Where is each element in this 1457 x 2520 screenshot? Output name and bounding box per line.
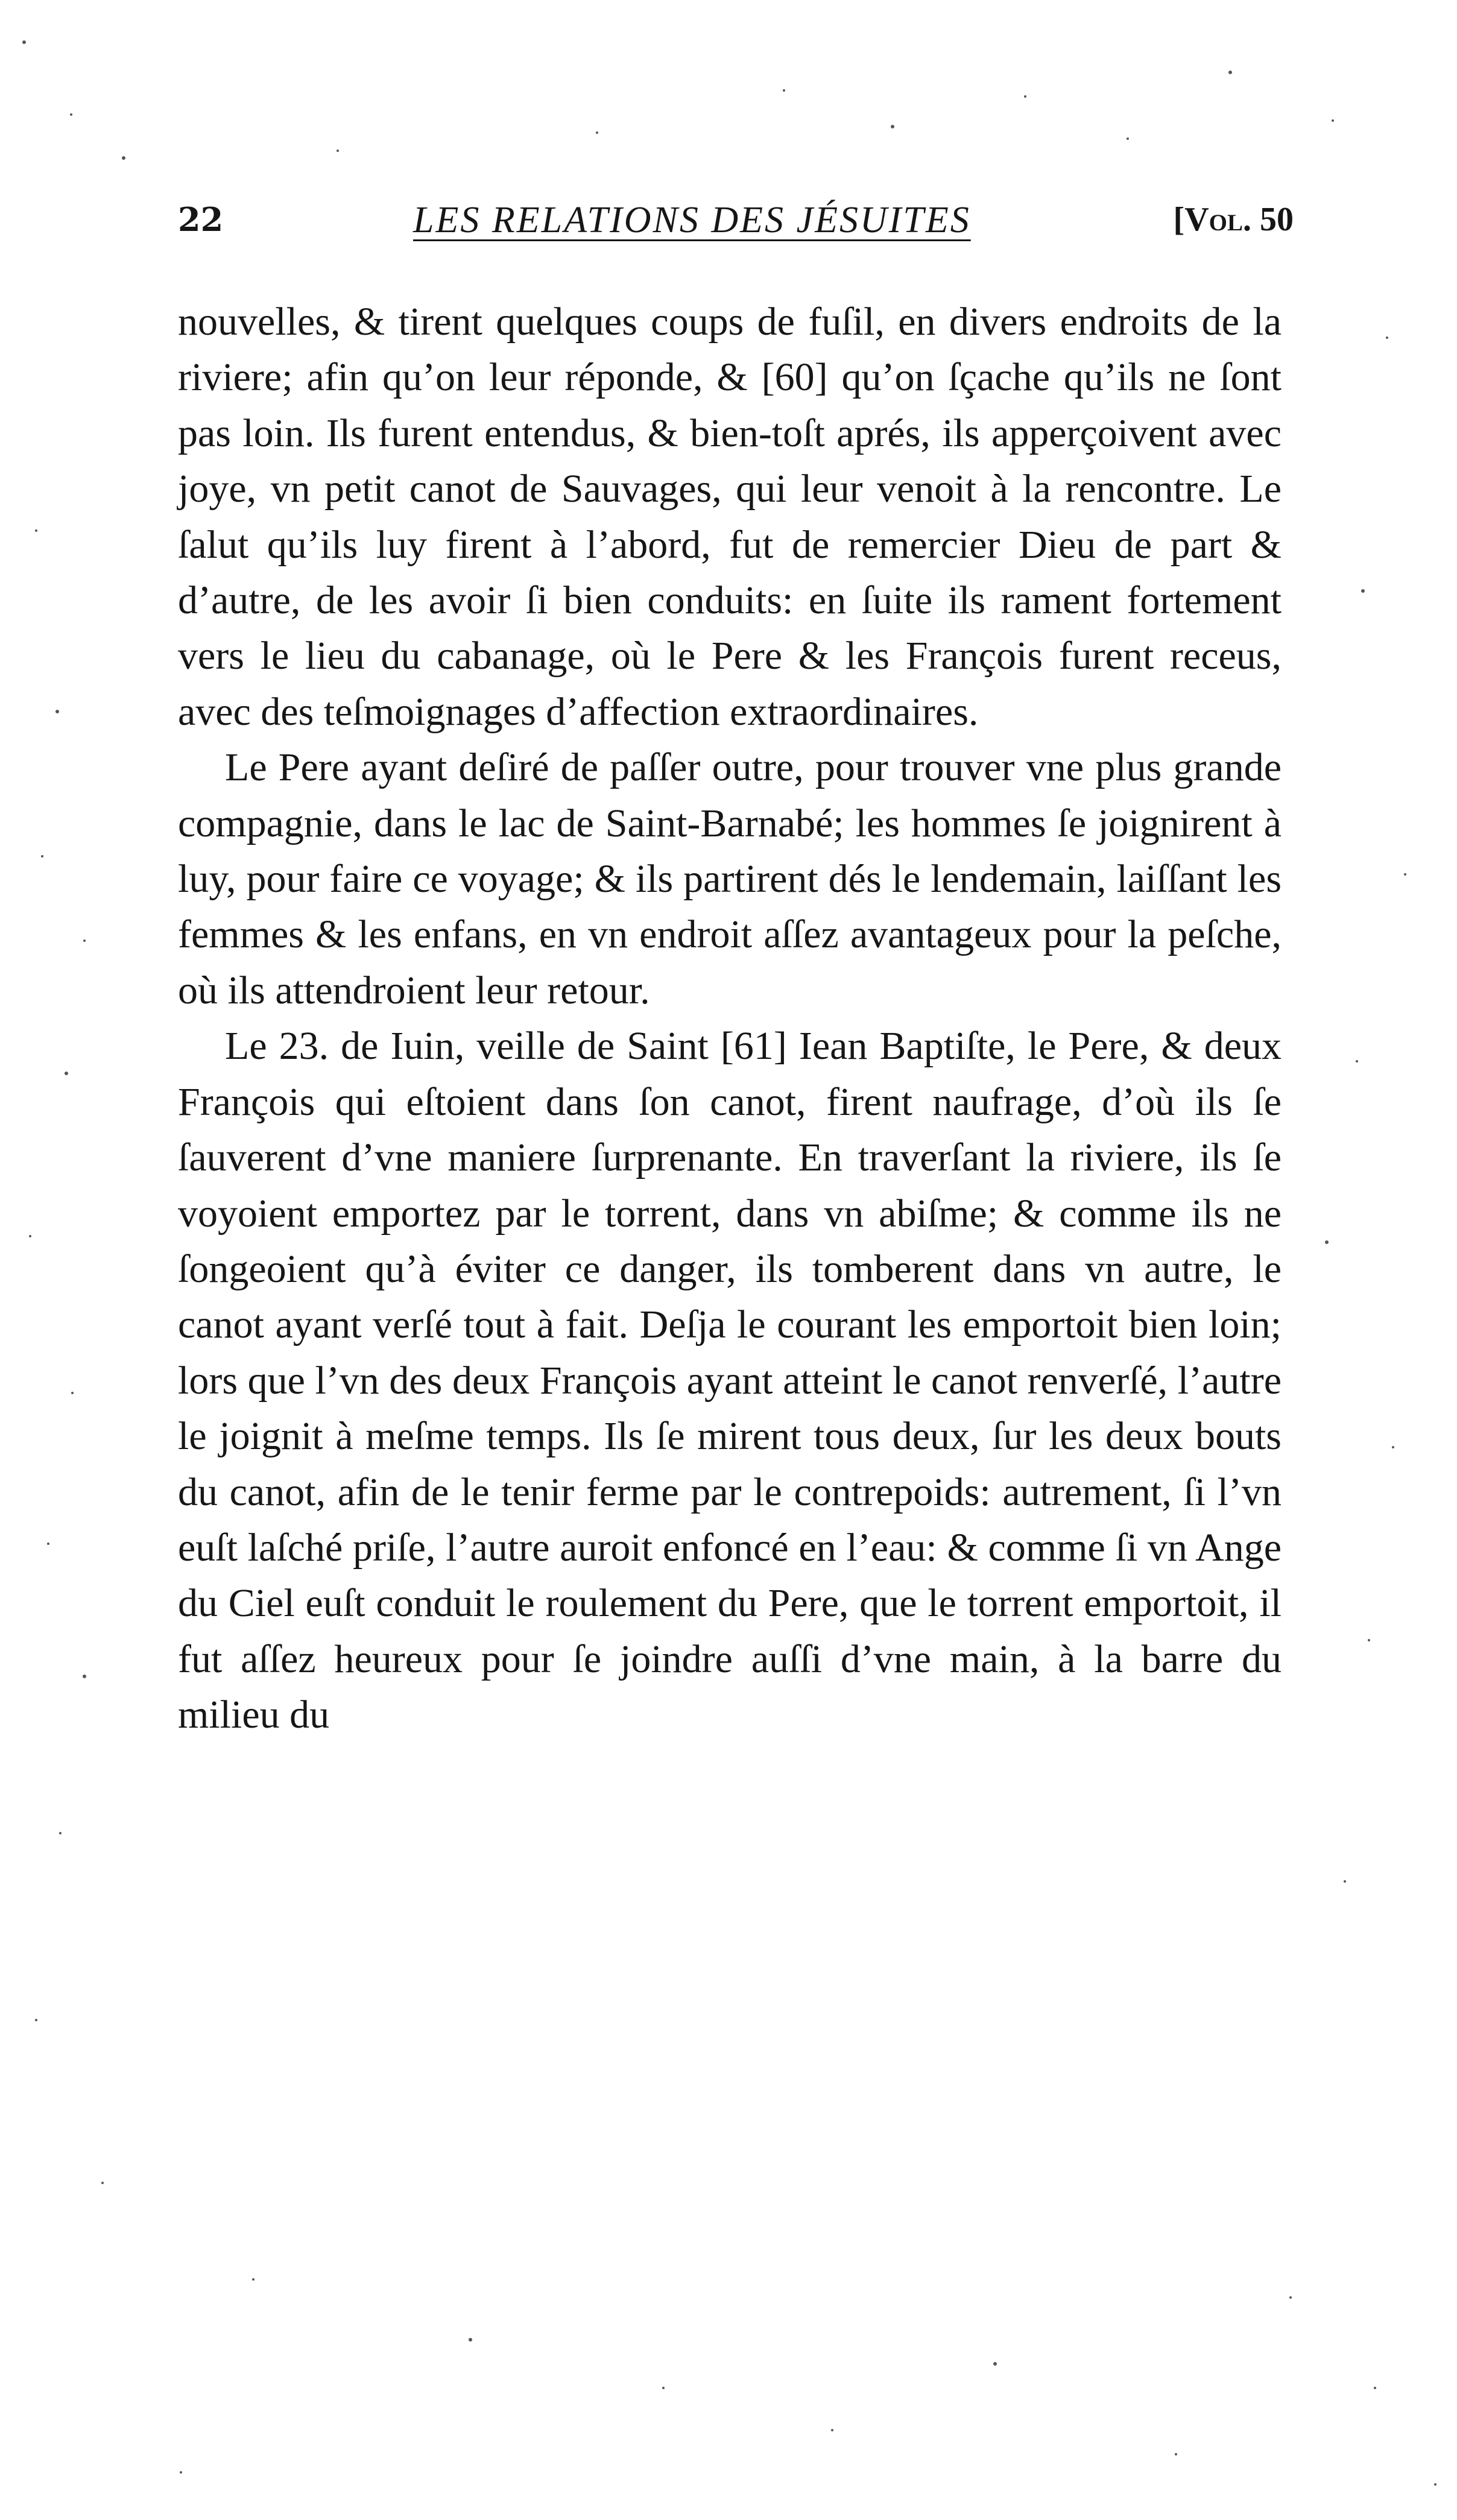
paragraph-continuation: nouvelles, & tirent quelques coups de fuſil, en divers endroits de la riviere; afin qu’on leur réponde, & [60] qu’on ſçache qu’ils ne ſont pas loin. Ils furent entendus, & bien-toſt aprés, ils apperçoivent avec joye, vn petit canot de Sauvages, qui leur venoit à la rencontre. Le ſalut qu’ils luy firent à l’abord, fut de remercier Dieu de part & d’autre, de les avoir ſi bien conduits: en ſuite ils rament fortement vers le lieu du cabanage, où le Pere & les François furent receus, avec des teſmoignages d’affection extraordinaires.	[178, 300, 1282, 734]
page-header	[178, 192, 1294, 246]
volume-label: [Vol. 50	[1173, 201, 1294, 238]
page-number: 22	[178, 200, 224, 239]
running-title: LES RELATIONS DES JÉSUITES	[413, 200, 971, 241]
body-text	[178, 294, 1282, 1743]
paragraph: Le Pere ayant deſiré de paſſer outre, pour trouver vne plus grande compagnie, dans le lac de Saint-Barnabé; les hommes ſe joignirent à luy, pour faire ce voyage; & ils partirent dés le lendemain, laiſſant les femmes & les enfans, en vn endroit aſſez avantageux pour la peſche, où ils attendroient leur retour.	[178, 745, 1282, 1012]
paragraph: Le 23. de Iuin, veille de Saint [61] Iean Baptiſte, le Pere, & deux François qui eſtoient dans ſon canot, firent naufrage, d’où ils ſe ſauverent d’vne maniere ſurprenante. En traverſant la riviere, ils ſe voyoient emportez par le torrent, dans vn abiſme; & comme ils ne ſongeoient qu’à éviter ce danger, ils tomberent dans vn autre, le canot ayant verſé tout à fait. Deſja le courant les emportoit bien loin; lors que l’vn des deux François ayant atteint le canot renverſé, l’autre le joignit à meſme temps. Ils ſe mirent tous deux, ſur les deux bouts du canot, afin de le tenir ferme par le contrepoids: autrement, ſi l’vn euſt laſché priſe, l’autre auroit enfoncé en l’eau: & comme ſi vn Ange du Ciel euſt conduit le roulement du Pere, que le torrent emportoit, il fut aſſez heureux pour ſe joindre auſſi d’vne main, à la barre du milieu du	[178, 1024, 1282, 1737]
